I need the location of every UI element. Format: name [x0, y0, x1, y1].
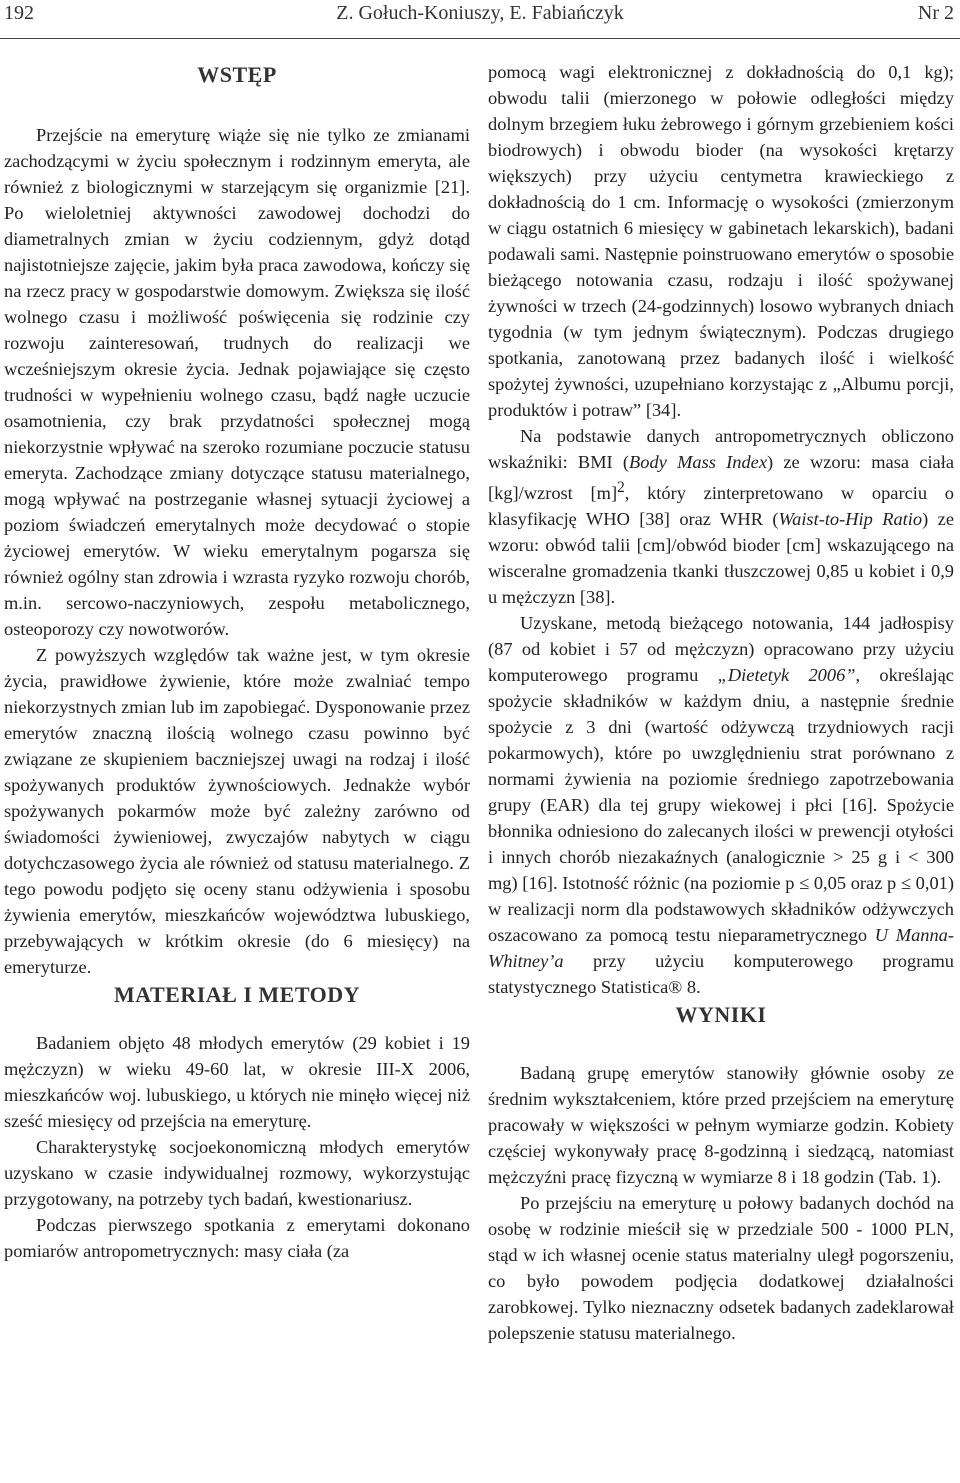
- paragraph: pomocą wagi elektronicznej z dokładnością do 0,1 kg); obwodu talii (mierzonego w połowie odległości między dolnym brzegiem łuku żebrowego i górnym grzebieniem kości biodrowych) i obwodu bioder (na wysokości krętarzy większych) przy użyciu centymetra krawieckiego z dokładnością do 1 cm. Informację o wysokości (zmierzonym w ciągu ostatnich 6 miesięcy w gabinetach lekarskich), badani podawali sami. Następnie poinstruowano emerytów o sposobie bieżącego notowania czasu, rodzaju i ilość spożywanej żywności w trzech (24-godzinnych) losowo wybranych dniach tygodnia (w tym jednym świątecznym). Podczas drugiego spotkania, zanotowaną przez badanych ilość i wielkość spożytej żywności, uzupełniano korzystając z „Albumu porcji, produktów i potraw” [34].: [488, 62, 954, 420]
- superscript: 2: [617, 479, 625, 496]
- text-run: , określając spożycie składników w każdym dniu, a następnie średnie spożycie z 3 dni (wartość odżywczą trzydniowych racji pokarmowych), które po uwzględnieniu strat porównano z normami żywienia na poziomie średniego zapotrzebowania grupy (EAR) dla tej grupy wiekowej i płci [16]. Spożycie błonnika odniesiono do zalecanych ilości w prewencji otyłości i innych chorób niezakaźnych (analogicznie > 25 g i < 300 mg) [16]. Istotność różnic (na poziomie p ≤ 0,05 oraz p ≤ 0,01) w realizacji norm dla podstawowych składników odżywczych oszacowano za pomocą testu nieparametrycznego: [488, 665, 954, 946]
- text-run: przy użyciu komputerowego programu statystycznego Statistica® 8.: [488, 951, 954, 998]
- running-authors: Z. Gołuch-Koniuszy, E. Fabiańczyk: [336, 2, 624, 24]
- text-run: , który zinterpretowano w oparciu o klasyfikację WHO [38] oraz WHR (: [488, 483, 954, 530]
- paragraph: Po przejściu na emeryturę u połowy badanych dochód na osobę w rodzinie mieścił się w przedziale 500 - 1000 PLN, stąd w ich własnej ocenie status materialny uległ pogorszeniu, co było powodem podjęcia dodatkowej działalności zarobkowej. Tylko nieznaczny odsetek badanych zadeklarował polepszenie statusu materialnego.: [488, 1193, 954, 1344]
- paragraph: Badaniem objęto 48 młodych emerytów (29 kobiet i 19 mężczyzn) w wieku 49-60 lat, w okresie III-X 2006, mieszkańców woj. lubuskiego, u których nie minęło więcej niż sześć miesięcy od przejścia na emeryturę.: [4, 1033, 470, 1131]
- issue-number: Nr 2: [917, 2, 954, 24]
- section-heading-wyniki: WYNIKI: [675, 1002, 767, 1028]
- text-run: ) ze wzoru: obwód talii [cm]/obwód bioder [cm] wskazującego na wisceralne gromadzenia tkanki tłuszczowej 0,85 u kobiet i 0,9 u mężczyzn [38].: [488, 509, 954, 608]
- paragraph-jadlospisy: [488, 610, 954, 1000]
- paragraph: Przejście na emeryturę wiąże się nie tylko ze zmianami zachodzącymi w życiu społecznym i rodzinnym emeryta, ale również z biologicznymi w starzejącym się organizmie [21]. Po wieloletniej aktywności zawodowej dochodzi do diametralnych zmian w życiu codziennym, gdyż dotąd najistotniejsze zajęcie, jakim była praca zawodowa, kończy się na rzecz pracy w gospodarstwie domowym. Zwiększa się ilość wolnego czasu i możliwość poświęcenia się rodzinie czy rozwoju zainteresowań, trudnych do realizacji we wcześniejszym okresie życia. Jednak pojawiające się często trudności w wypełnieniu wolnego czasu, bądź nagłe uczucie osamotnienia, czy brak przydatności społecznej mogą niekorzystnie wpływać na szeroko rozumiane poczucie statusu emeryta. Zachodzące zmiany dotyczące statusu materialnego, mogą wpływać na postrzeganie własnej sytuacji życiowej a poziom świadczeń emerytalnych może decydować o stopie życiowej emerytów. W wieku emerytalnym pogarsza się również ogólny stan zdrowia i wzrasta ryzyko rozwoju chorób, m.in. sercowo-naczyniowych, zespołu metabolicznego, osteoporozy czy nowotworów.: [4, 125, 470, 639]
- page-number: 192: [4, 2, 34, 24]
- italic-term: Body Mass Index: [629, 452, 767, 472]
- italic-term: „Dietetyk 2006”: [717, 665, 856, 686]
- paragraph-bmi: [488, 423, 954, 610]
- paragraph: Charakterystykę socjoekonomiczną młodych emerytów uzyskano w czasie indywidualnej rozmowy, wykorzystując przygotowany, na potrzeby tych badań, kwestionariusz.: [4, 1137, 470, 1209]
- paragraph: Badaną grupę emerytów stanowiły głównie osoby ze średnim wykształceniem, które przed przejściem na emeryturę pracowały w większości w pełnym wymiarze godzin. Kobiety częściej wykonywały pracę 8-godzinną i siedzącą, natomiast mężczyźni pracę fizyczną w wymiarze 8 i 18 godzin (Tab. 1).: [488, 1063, 954, 1188]
- section-heading-material-i-metody: MATERIAŁ I METODY: [113, 982, 361, 1007]
- italic-term: U Manna-Whitney’a: [488, 925, 954, 972]
- italic-term: Waist-to-Hip Ratio: [778, 509, 923, 530]
- text-run: Uzyskane, metodą bieżącego notowania, 144 jadłospisy (87 od kobiet i 57 od mężczyzn) opracowano przy użyciu komputerowego programu: [488, 613, 954, 686]
- paragraph: Z powyższych względów tak ważne jest, w tym okresie życia, prawidłowe żywienie, które może zwalniać tempo niekorzystnych zmian lub im zapobiegać. Dysponowanie przez emerytów znaczną ilością wolnego czasu powinno być związane ze skupieniem baczniejszej uwagi na rodzaj i ilość spożywanych produktów żywnościowych. Jednakże wybór spożywanych pokarmów może być zależny zarówno od świadomości żywieniowej, zwyczajów nabytych w ciągu dotychczasowego życia ale również od statusu materialnego. Z tego powodu podjęto się oceny stanu odżywienia i sposobu żywienia emerytów, mieszkańców województwa lubuskiego, przebywających w krótkim okresie (do 6 miesięcy) na emeryturze.: [4, 645, 470, 977]
- paragraph: Podczas pierwszego spotkania z emerytami dokonano pomiarów antropometrycznych: masy ciała (za: [4, 1215, 470, 1261]
- right-column: [488, 59, 954, 1346]
- left-column: [4, 60, 470, 1264]
- text-run: ) ze wzoru: masa ciała [kg]/wzrost [m]: [488, 452, 954, 504]
- running-header: [0, 0, 960, 34]
- header-rule: [0, 38, 960, 39]
- section-heading-wstep: WSTĘP: [197, 62, 277, 87]
- text-run: Na podstawie danych antropometrycznych obliczono wskaźniki: BMI (: [488, 426, 954, 472]
